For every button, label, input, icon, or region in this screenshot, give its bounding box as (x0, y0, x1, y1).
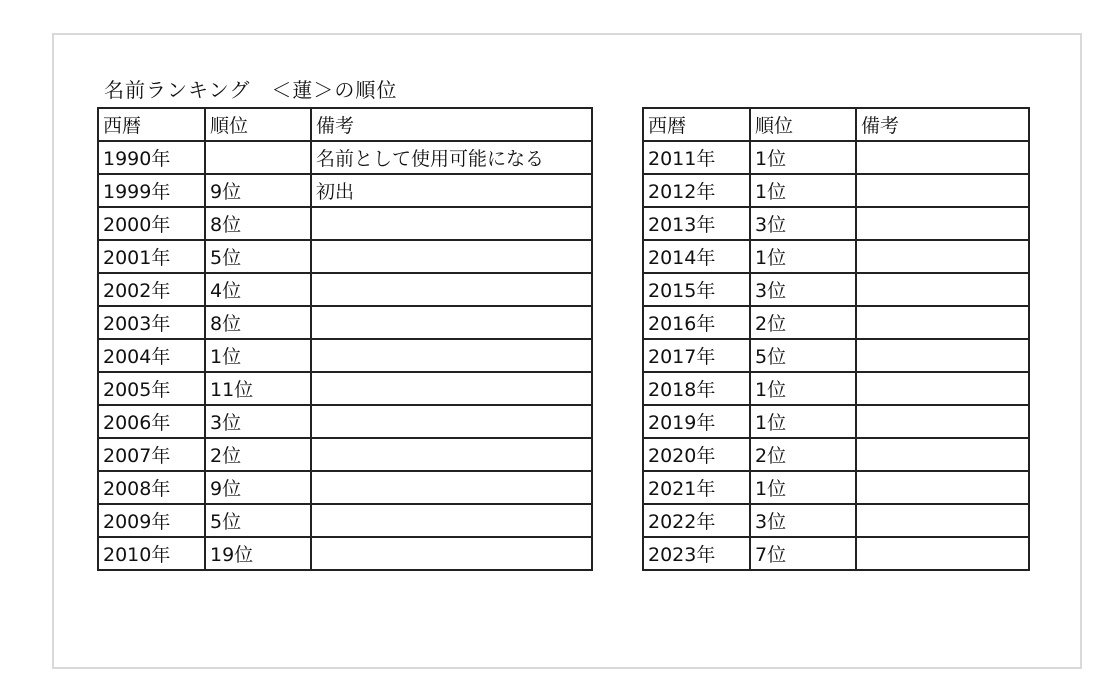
notes-cell (311, 471, 592, 504)
table-row (643, 537, 1029, 570)
table-row (643, 438, 1029, 471)
notes-cell (311, 504, 592, 537)
year-cell: 2022年 (643, 504, 750, 537)
notes-cell (856, 240, 1029, 273)
rank-cell: 1位 (750, 372, 856, 405)
notes-cell (856, 471, 1029, 504)
notes-cell (311, 438, 592, 471)
header-rank: 順位 (750, 108, 856, 141)
year-cell: 2018年 (643, 372, 750, 405)
table-row (98, 471, 592, 504)
rank-cell: 5位 (205, 504, 311, 537)
year-cell: 2020年 (643, 438, 750, 471)
notes-cell (856, 141, 1029, 174)
table-row (98, 273, 592, 306)
notes-cell (856, 504, 1029, 537)
year-cell: 2023年 (643, 537, 750, 570)
table-row (98, 504, 592, 537)
notes-cell (311, 240, 592, 273)
table-row (643, 174, 1029, 207)
notes-cell (856, 405, 1029, 438)
table-row (643, 405, 1029, 438)
table-row (98, 339, 592, 372)
table-row (98, 141, 592, 174)
table-row (643, 372, 1029, 405)
year-cell: 2013年 (643, 207, 750, 240)
rank-cell: 1位 (750, 240, 856, 273)
table-row (643, 471, 1029, 504)
rank-cell: 8位 (205, 306, 311, 339)
rank-cell: 2位 (750, 438, 856, 471)
rank-cell: 3位 (750, 504, 856, 537)
rank-cell: 1位 (750, 174, 856, 207)
page-title: 名前ランキング ＜蓮＞の順位 (104, 78, 398, 102)
rank-cell: 8位 (205, 207, 311, 240)
notes-cell (311, 273, 592, 306)
table-row (98, 207, 592, 240)
ranking-table-right (642, 107, 1030, 571)
rank-cell: 3位 (750, 273, 856, 306)
year-cell: 2016年 (643, 306, 750, 339)
year-cell: 2002年 (98, 273, 205, 306)
year-cell: 2017年 (643, 339, 750, 372)
year-cell: 2015年 (643, 273, 750, 306)
table-row (98, 174, 592, 207)
rank-cell: 3位 (205, 405, 311, 438)
rank-cell: 1位 (750, 405, 856, 438)
rank-cell: 9位 (205, 471, 311, 504)
year-cell: 2008年 (98, 471, 205, 504)
table-header-row (98, 108, 592, 141)
rank-cell: 3位 (750, 207, 856, 240)
table-row (643, 207, 1029, 240)
notes-cell (311, 207, 592, 240)
notes-cell (311, 405, 592, 438)
year-cell: 2000年 (98, 207, 205, 240)
header-year: 西暦 (643, 108, 750, 141)
rank-cell: 1位 (750, 471, 856, 504)
notes-cell: 名前として使用可能になる (311, 141, 592, 174)
year-cell: 2012年 (643, 174, 750, 207)
table-row (98, 438, 592, 471)
notes-cell (856, 372, 1029, 405)
year-cell: 2009年 (98, 504, 205, 537)
year-cell: 1990年 (98, 141, 205, 174)
notes-cell: 初出 (311, 174, 592, 207)
notes-cell (856, 438, 1029, 471)
table-row (98, 306, 592, 339)
year-cell: 2014年 (643, 240, 750, 273)
notes-cell (311, 306, 592, 339)
header-notes: 備考 (311, 108, 592, 141)
table-row (643, 504, 1029, 537)
notes-cell (856, 273, 1029, 306)
year-cell: 2011年 (643, 141, 750, 174)
notes-cell (856, 339, 1029, 372)
table-row (98, 405, 592, 438)
rank-cell: 9位 (205, 174, 311, 207)
table-row (643, 306, 1029, 339)
notes-cell (856, 537, 1029, 570)
header-notes: 備考 (856, 108, 1029, 141)
year-cell: 2021年 (643, 471, 750, 504)
table-row (98, 537, 592, 570)
table-row (643, 339, 1029, 372)
rank-cell: 2位 (750, 306, 856, 339)
year-cell: 2003年 (98, 306, 205, 339)
rank-cell: 19位 (205, 537, 311, 570)
year-cell: 2006年 (98, 405, 205, 438)
notes-cell (856, 207, 1029, 240)
rank-cell: 11位 (205, 372, 311, 405)
rank-cell: 7位 (750, 537, 856, 570)
year-cell: 2005年 (98, 372, 205, 405)
notes-cell (856, 306, 1029, 339)
table-row (98, 240, 592, 273)
header-year: 西暦 (98, 108, 205, 141)
rank-cell: 2位 (205, 438, 311, 471)
rank-cell: 1位 (205, 339, 311, 372)
rank-cell (205, 141, 311, 174)
notes-cell (311, 339, 592, 372)
year-cell: 2001年 (98, 240, 205, 273)
notes-cell (311, 372, 592, 405)
table-row (643, 240, 1029, 273)
header-rank: 順位 (205, 108, 311, 141)
notes-cell (311, 537, 592, 570)
year-cell: 2019年 (643, 405, 750, 438)
notes-cell (856, 174, 1029, 207)
rank-cell: 4位 (205, 273, 311, 306)
table-row (643, 141, 1029, 174)
rank-cell: 5位 (205, 240, 311, 273)
rank-cell: 1位 (750, 141, 856, 174)
table-row (98, 372, 592, 405)
year-cell: 2007年 (98, 438, 205, 471)
year-cell: 2010年 (98, 537, 205, 570)
year-cell: 2004年 (98, 339, 205, 372)
ranking-table-left (97, 107, 593, 571)
year-cell: 1999年 (98, 174, 205, 207)
rank-cell: 5位 (750, 339, 856, 372)
table-row (643, 273, 1029, 306)
table-header-row (643, 108, 1029, 141)
